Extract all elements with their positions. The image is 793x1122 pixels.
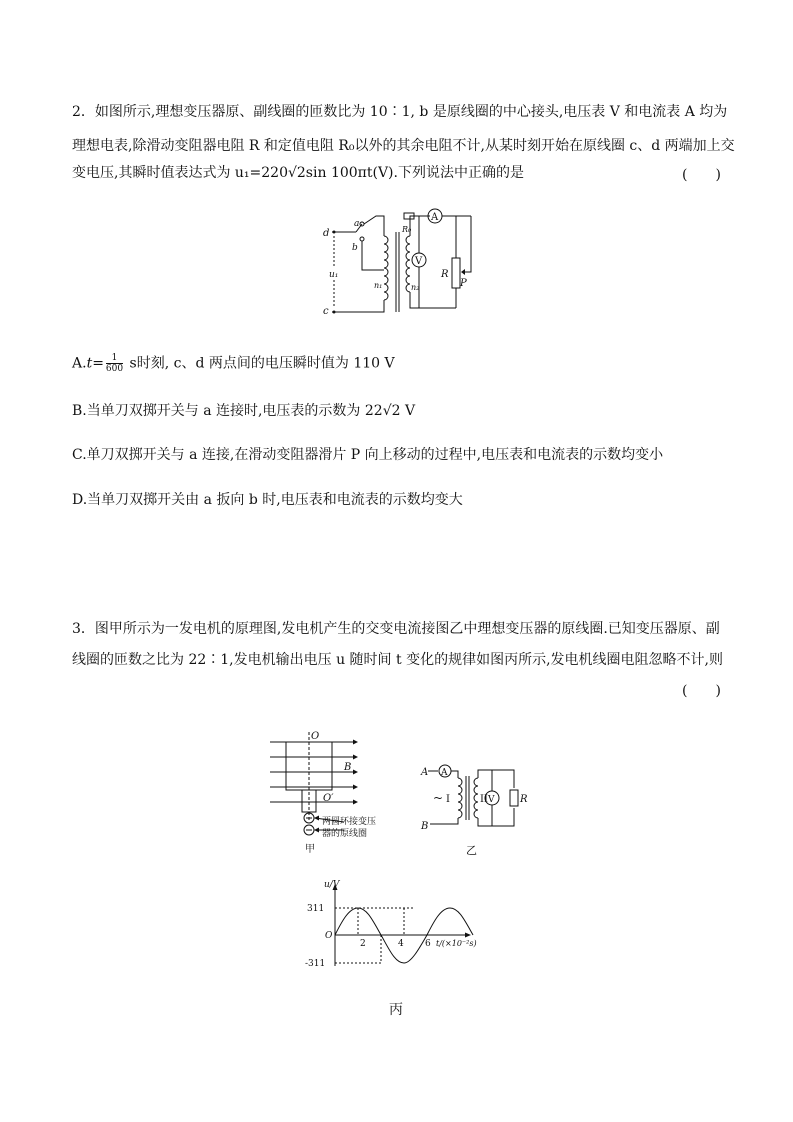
fraction-numerator: 1 xyxy=(106,353,123,364)
label-a: a xyxy=(354,219,360,229)
ylabel: u/V xyxy=(324,880,340,890)
label-R-yi: R xyxy=(520,794,528,805)
terminal-c xyxy=(333,311,336,314)
slider-P xyxy=(461,269,465,275)
label-u1: u₁ xyxy=(329,270,339,280)
caption-jia: 甲 xyxy=(305,844,315,855)
label-R: R xyxy=(441,269,449,280)
y-tick-min: -311 xyxy=(305,959,326,969)
q2-answer-bracket: ( ) xyxy=(682,167,721,183)
ring-note-line2: 器的原线圈 xyxy=(322,829,368,839)
label-n2: n₂ xyxy=(411,283,420,292)
label-B-terminal: B xyxy=(421,821,429,832)
option-A-prefix: A. xyxy=(72,355,87,372)
option-A-text: s时刻, c、d 两点间的电压瞬时值为 110 V xyxy=(125,355,395,372)
option-A-t: t= xyxy=(86,355,104,372)
q2-option-D: D.当单刀双掷开关由 a 扳向 b 时,电压表和电流表的示数均变大 xyxy=(72,492,463,508)
q3-line-2: 线圈的匝数之比为 22∶1,发电机输出电压 u 随时间 t 变化的规律如图丙所示,发电机线圈电阻忽略不计,则 xyxy=(72,652,723,668)
x-tick-4: 4 xyxy=(398,939,404,949)
label-b: b xyxy=(352,243,358,253)
voltage-waveform-bing xyxy=(305,880,505,970)
x-tick-6: 6 xyxy=(425,939,431,949)
q2-option-C: C.单刀双掷开关与 a 连接,在滑动变阻器滑片 P 向上移动的过程中,电压表和电流表的示数均变小 xyxy=(72,447,664,463)
label-ammeter: A xyxy=(441,768,448,778)
x-tick-2: 2 xyxy=(360,939,366,949)
label-A-terminal: A xyxy=(421,767,429,778)
q2-line-1: 2．如图所示,理想变压器原、副线圈的匝数比为 10∶1, b 是原线圈的中心接头,电压表 V 和电流表 A 均为 xyxy=(72,104,728,120)
label-c: c xyxy=(323,306,329,317)
q2-line-3: 变电压,其瞬时值表达式为 u₁=220√2sin 100πt(V).下列说法中正确的是 xyxy=(72,165,524,181)
caption-bing: 丙 xyxy=(389,1002,403,1018)
primary-coil xyxy=(384,236,388,300)
label-O: O xyxy=(311,731,320,742)
secondary-coil xyxy=(406,236,410,292)
terminal-d xyxy=(333,231,336,234)
origin-label: O xyxy=(325,931,333,941)
q3-line-1: 3．图甲所示为一发电机的原理图,发电机产生的交变电流接图乙中理想变压器的原线圈.已知变压器原、副 xyxy=(72,621,720,637)
label-A: A xyxy=(431,212,439,223)
label-O-prime: O′ xyxy=(323,793,334,804)
label-tilde: ~ xyxy=(433,791,444,805)
q2-circuit-diagram xyxy=(318,206,478,318)
label-II: II xyxy=(480,794,488,805)
resistor-R-yi xyxy=(510,790,518,806)
q3-answer-bracket: ( ) xyxy=(682,683,721,699)
q2-option-B: B.当单刀双掷开关与 a 连接时,电压表的示数为 22√2 V xyxy=(72,403,416,419)
caption-yi: 乙 xyxy=(466,844,477,857)
transformer-diagram-yi xyxy=(420,760,540,860)
xlabel: t/(×10⁻²s) xyxy=(436,939,477,948)
label-I: I xyxy=(446,794,450,805)
label-B: B xyxy=(344,762,352,773)
switch-contact-b xyxy=(360,237,364,241)
label-d: d xyxy=(323,228,330,239)
primary-coil-yi xyxy=(458,778,462,818)
generator-diagram-jia xyxy=(268,730,377,860)
label-n1: n₁ xyxy=(374,281,383,290)
q2-line-2: 理想电表,除滑动变阻器电阻 R 和定值电阻 R₀以外的其余电阻不计,从某时刻开始在原线圈 c、d 两端加上交 xyxy=(72,138,735,154)
option-A-fraction xyxy=(106,353,123,374)
y-tick-max: 311 xyxy=(307,904,325,914)
ring-note-line1: 两圆环接变压 xyxy=(322,817,377,827)
fraction-denominator: 600 xyxy=(105,364,124,374)
rheostat-R xyxy=(452,258,460,288)
label-P: P xyxy=(460,278,467,289)
label-voltmeter: V xyxy=(488,795,495,805)
label-V: V xyxy=(415,256,423,267)
q2-option-A xyxy=(72,353,395,374)
label-R0: R₀ xyxy=(402,225,412,234)
secondary-coil-yi xyxy=(474,778,478,818)
